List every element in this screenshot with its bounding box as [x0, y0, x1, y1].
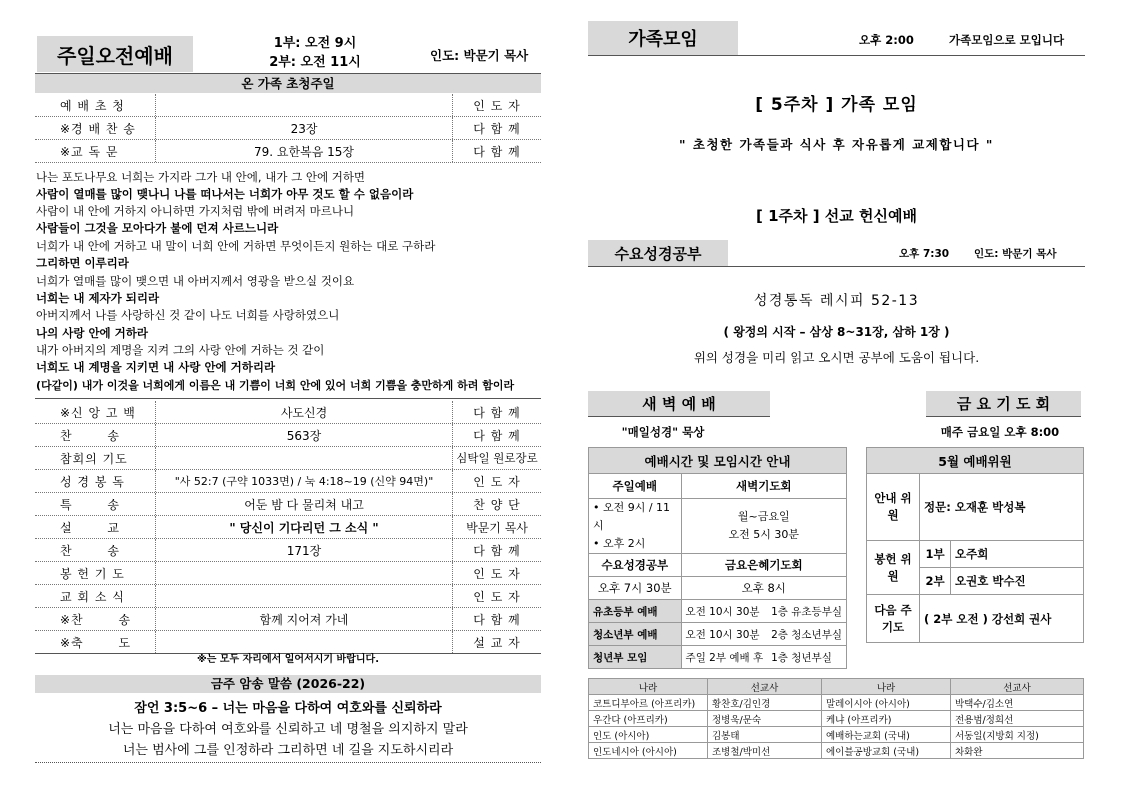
order-item: 특 송 [60, 497, 120, 512]
mission-country: 인도네시아 (아시아) [589, 743, 708, 759]
mission-name: 정병욱/문숙 [708, 711, 822, 727]
service-times [255, 34, 375, 72]
order-row [35, 493, 541, 516]
order-who: 다 함 께 [473, 543, 521, 558]
order-row [35, 516, 541, 539]
order-row [35, 470, 541, 493]
order-who: 인 도 자 [473, 566, 521, 581]
reading-line: 그리하면 이루리라 [36, 256, 129, 270]
reading-line: 너희가 내 안에 거하고 내 말이 너희 안에 거하면 무엇이든지 원하는 대로 구하라 [36, 239, 436, 253]
memory-ref: 잠언 3:5~6 – 너는 마음을 다하여 여호와를 신뢰하라 [134, 701, 442, 716]
order-item: 봉 헌 기 도 [60, 566, 125, 581]
order-row [35, 562, 541, 585]
reading-line: (다같이) 내가 이것을 너희에게 이름은 내 기쁨이 너희 안에 있어 너희 기쁨을 충만하게 하려 함이라 [36, 379, 515, 392]
fri-time-cell: 오후 8시 [681, 577, 846, 600]
committee-table [866, 447, 1084, 643]
order-item: ※경 배 찬 송 [60, 121, 136, 136]
group-time: 주일 2부 예배 후 [681, 646, 767, 669]
order-content: 171장 [286, 543, 322, 558]
order-content: 함께 지어져 가네 [259, 612, 349, 627]
missions-table [588, 678, 1084, 759]
memory-line: 너는 마음을 다하여 여호와를 신뢰하고 네 명철을 의지하지 말라 [108, 722, 468, 737]
missions-header: 나라 [589, 679, 708, 695]
order-row [35, 140, 541, 163]
fri-divider [926, 416, 1081, 417]
service-title-box [37, 36, 193, 72]
stand-note: ※는 모두 자리에서 일어서시기 바랍니다. [196, 654, 379, 665]
next-prayer-value: ( 2부 오전 ) 강선희 권사 [920, 595, 1084, 643]
usher-label: 안내 위원 [867, 474, 920, 541]
order-who: 다 함 께 [473, 405, 521, 420]
offering-part: 2부 [920, 568, 951, 595]
family-title-box [588, 21, 738, 55]
mission-name: 황찬호/김인경 [708, 695, 822, 711]
wed-title: 수요성경공부 [614, 244, 702, 263]
group-name: 유초등부 예배 [589, 600, 682, 623]
sermon-title: " 당신이 기다리던 그 소식 " [229, 520, 379, 535]
service-title: 주일오전예배 [57, 43, 173, 68]
reading-line: 너희는 내 제자가 되리라 [36, 291, 160, 305]
mission-name: 서동일(지방회 지정) [951, 727, 1084, 743]
memory-line: 너는 범사에 그를 인정하라 그리하면 네 길을 지도하시리라 [122, 743, 454, 758]
service-leader: 인도: 박문기 목사 [430, 48, 529, 63]
mission-country: 인도 (아시아) [589, 727, 708, 743]
reading-line: 사람들이 그것을 모아다가 불에 던져 사르느니라 [36, 221, 279, 235]
wed-title-box [588, 240, 728, 266]
order-item: ※찬 송 [60, 612, 132, 627]
order-item: 찬 송 [60, 428, 120, 443]
reading-line: 아버지께서 나를 사랑하신 것 같이 나도 너희를 사랑하였으니 [36, 308, 340, 322]
order-who: 심탁일 원로장로 [456, 451, 538, 465]
order-who: 인 도 자 [473, 474, 521, 489]
mission-country: 우간다 (아프리카) [589, 711, 708, 727]
order-item: ※교 독 문 [60, 144, 119, 159]
mission-name: 전용범/정희선 [951, 711, 1084, 727]
family-time: 오후 2:00 [859, 33, 914, 47]
order-row [35, 401, 541, 424]
offering-name: 오주희 [951, 541, 1084, 568]
group-name: 청년부 모임 [589, 646, 682, 669]
recipe-range: ( 왕정의 시작 – 삼상 8~31장, 삼하 1장 ) [723, 325, 950, 339]
order-row [35, 539, 541, 562]
mission-country: 예배하는교회 (국내) [822, 727, 951, 743]
order-who: 설 교 자 [473, 635, 521, 650]
family-divider [588, 55, 1085, 56]
order-row [35, 447, 541, 470]
mission-country: 에이블공방교회 (국내) [822, 743, 951, 759]
reading-line: 나의 사랑 안에 거하라 [36, 326, 148, 340]
order-content: "사 52:7 (구약 1033면) / 눅 4:18~19 (신약 94면)" [174, 475, 434, 488]
order-item: ※축 도 [60, 635, 132, 650]
sunday-time: • 오후 2시 [593, 537, 646, 550]
time-first: 1부: 오전 9시 [273, 36, 357, 51]
missions-header: 선교사 [708, 679, 822, 695]
order-who: 다 함 께 [473, 144, 521, 159]
order-row [35, 424, 541, 447]
time-second: 2부: 오전 11시 [269, 55, 361, 70]
order-who: 박문기 목사 [466, 520, 528, 535]
fri-title-box [926, 391, 1081, 416]
fri-sub: 매주 금요일 오후 8:00 [940, 425, 1060, 439]
fri-label: 금요은혜기도회 [681, 554, 846, 577]
mission-country: 말레이시아 (아시아) [822, 695, 951, 711]
week5-quote: " 초청한 가족들과 식사 후 자유롭게 교제합니다 " [679, 137, 994, 152]
next-prayer-label: 다음 주 기도 [867, 595, 920, 643]
family-note: 가족모임으로 모입니다 [949, 33, 1065, 47]
order-item: 성 경 봉 독 [60, 474, 125, 489]
order-content: 79. 요한복음 15장 [254, 144, 354, 159]
order-row [35, 94, 541, 117]
order-row [35, 608, 541, 631]
reading-line: 사람이 내 안에 거하지 아니하면 가지처럼 밖에 버려저 마르나니 [36, 204, 355, 218]
order-content: 563장 [286, 428, 322, 443]
reading-line: 너희도 내 계명을 지키면 내 사랑 안에 거하리라 [36, 360, 276, 374]
family-title: 가족모임 [628, 29, 698, 50]
memory-divider [35, 762, 541, 763]
fri-title: 금 요 기 도 회 [956, 395, 1051, 413]
group-place: 1층 청년부실 [767, 646, 846, 669]
missions-row [589, 695, 1084, 711]
wed-divider [588, 266, 1085, 267]
week1-title: [ 1주차 ] 선교 헌신예배 [756, 207, 917, 225]
theme-banner [35, 74, 541, 93]
sunday-times [589, 499, 682, 554]
offering-label: 봉헌 위원 [867, 541, 920, 595]
wed-time-cell: 오후 7시 30분 [589, 577, 682, 600]
reading-line: 나는 포도나무요 너희는 가지라 그가 내 안에, 내가 그 안에 거하면 [36, 170, 366, 184]
recipe-note: 위의 성경을 미리 읽고 오시면 공부에 도움이 됩니다. [693, 350, 980, 365]
order-content: 23장 [290, 121, 318, 136]
wed-time: 오후 7:30 [899, 248, 950, 260]
missions-row [589, 711, 1084, 727]
memory-title: 금주 암송 말씀 (2026-22) [35, 675, 541, 693]
recipe-title: 성경통독 레시피 52-13 [753, 293, 920, 309]
sunday-time: • 오전 9시 / 11시 [593, 501, 671, 532]
group-time: 오전 10시 30분 [681, 600, 767, 623]
reading-line: 내가 아버지의 계명을 지켜 그의 사랑 안에 거하는 것 같이 [36, 343, 325, 357]
order-who: 찬 양 단 [473, 497, 521, 512]
order-item: ※신 앙 고 백 [60, 405, 136, 420]
offering-name: 오권호 박수진 [951, 568, 1084, 595]
committee-title: 5월 예배위원 [867, 448, 1084, 474]
usher-value: 정문: 오재훈 박성복 [920, 474, 1084, 541]
missions-header: 나라 [822, 679, 951, 695]
group-place: 2층 청소년부실 [767, 623, 846, 646]
order-content: 사도신경 [280, 405, 328, 420]
mission-name: 김봉태 [708, 727, 822, 743]
order-content: 어둔 밤 다 물리쳐 내고 [244, 497, 364, 512]
reading-divider [35, 398, 541, 399]
order-who: 인 도 자 [473, 589, 521, 604]
offering-part: 1부 [920, 541, 951, 568]
order-who: 다 함 께 [473, 428, 521, 443]
order-row [35, 117, 541, 140]
order-item: 교 회 소 식 [60, 589, 125, 604]
dawn-time: 오전 5시 30분 [728, 528, 800, 541]
order-item: 참회의 기도 [60, 451, 128, 466]
group-time: 오전 10시 30분 [681, 623, 767, 646]
dawn-title-box [588, 391, 770, 416]
theme-text: 온 가족 초청주일 [241, 76, 335, 91]
order-item: 예 배 초 청 [60, 98, 125, 113]
order-who: 다 함 께 [473, 121, 521, 136]
schedule-title: 예배시간 및 모임시간 안내 [589, 448, 847, 474]
mission-name: 차화완 [951, 743, 1084, 759]
dawn-times [681, 499, 846, 554]
dawn-divider [588, 416, 770, 417]
dawn-label: 새벽기도회 [681, 474, 846, 499]
mission-country: 케냐 (아프리카) [822, 711, 951, 727]
order-who: 다 함 께 [473, 612, 521, 627]
schedule-table [588, 447, 847, 669]
dawn-sub: "매일성경" 묵상 [621, 425, 705, 439]
order-item: 설 교 [60, 520, 120, 535]
order-item: 찬 송 [60, 543, 120, 558]
dawn-title: 새 벽 예 배 [642, 395, 716, 413]
missions-row [589, 727, 1084, 743]
wed-label: 수요성경공부 [589, 554, 682, 577]
reading-line: 사람이 열매를 많이 맺나니 나를 떠나서는 너희가 아무 것도 할 수 없음이라 [36, 187, 414, 201]
mission-name: 박택수/김소연 [951, 695, 1084, 711]
week5-title: [ 5주차 ] 가족 모임 [755, 95, 918, 115]
order-who: 인 도 자 [473, 98, 521, 113]
missions-row [589, 743, 1084, 759]
reading-line: 너희가 열매를 많이 맺으면 내 아버지께서 영광을 받으실 것이요 [36, 274, 355, 288]
sunday-label: 주일예배 [589, 474, 682, 499]
group-place: 1층 유초등부실 [767, 600, 846, 623]
mission-name: 조병철/박미선 [708, 743, 822, 759]
wed-leader: 인도: 박문기 목사 [974, 248, 1057, 260]
group-name: 청소년부 예배 [589, 623, 682, 646]
order-row [35, 585, 541, 608]
missions-header: 선교사 [951, 679, 1084, 695]
dawn-time: 월~금요일 [737, 510, 790, 523]
mission-country: 코트디부아르 (아프리카) [589, 695, 708, 711]
